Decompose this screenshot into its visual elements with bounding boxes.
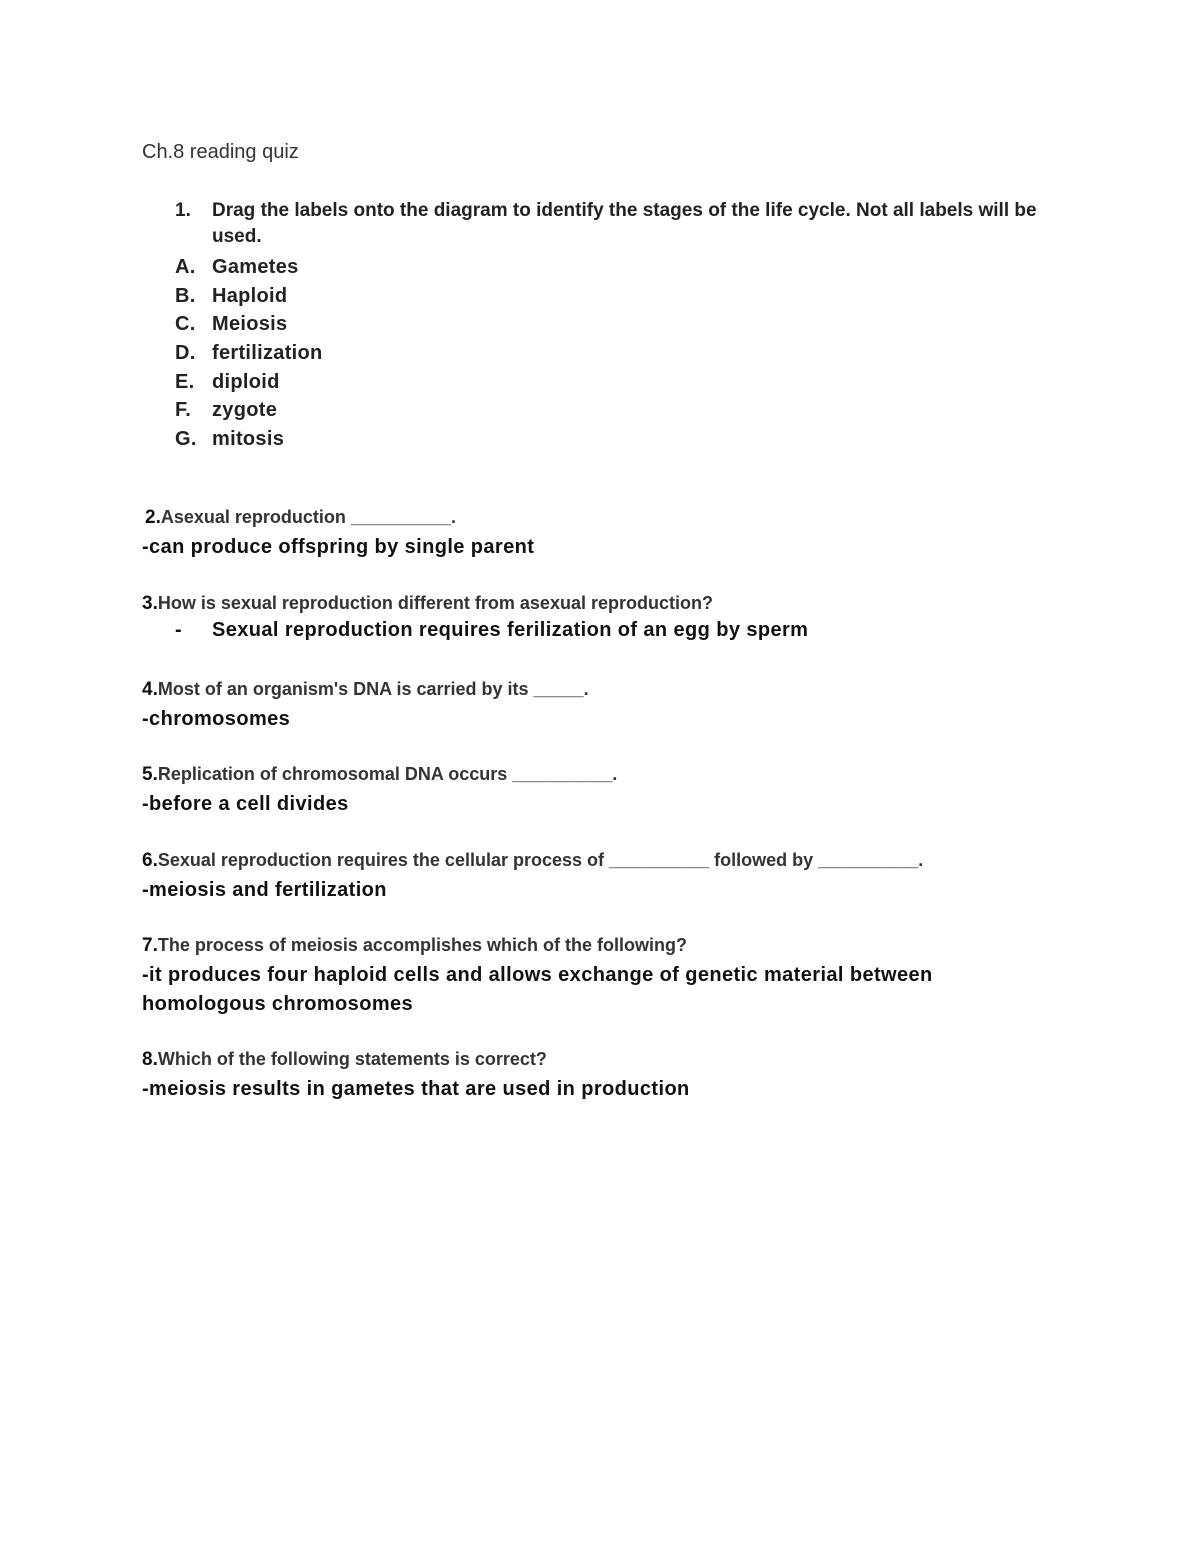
option-text: diploid <box>212 370 280 393</box>
option-letter: G. <box>175 428 197 451</box>
question-7 <box>142 935 982 1019</box>
option-letter: E. <box>175 370 195 393</box>
question-number: 5. <box>142 764 158 785</box>
question-number: 8. <box>142 1049 158 1070</box>
question-text: Asexual reproduction __________. <box>160 507 457 527</box>
question-text: The process of meiosis accomplishes which of the following? <box>157 935 687 955</box>
page-title: Ch.8 reading quiz <box>142 141 299 163</box>
option-item <box>175 339 1055 368</box>
question-prompt <box>142 850 1042 872</box>
option-text: mitosis <box>212 428 285 451</box>
question-text: Sexual reproduction requires the cellular process of __________ followed by __________. <box>157 850 924 870</box>
option-item <box>175 425 1055 454</box>
option-letter: B. <box>175 284 196 307</box>
option-letter: A. <box>175 256 196 278</box>
option-letter: C. <box>175 313 196 336</box>
question-5 <box>142 764 1042 819</box>
option-text: Haploid <box>212 284 288 307</box>
question-text: Which of the following statements is correct? <box>157 1049 547 1069</box>
question-number: 3. <box>142 593 158 614</box>
question-2 <box>142 507 1045 562</box>
question-1-prompt <box>175 198 1055 250</box>
option-text: zygote <box>212 399 278 422</box>
question-prompt <box>145 507 1045 529</box>
question-number: 6. <box>142 850 158 871</box>
question-text: Replication of chromosomal DNA occurs __________. <box>157 764 618 784</box>
question-1 <box>175 198 1055 454</box>
question-6 <box>142 850 1042 905</box>
option-letter: D. <box>175 342 196 365</box>
question-number: 4. <box>142 679 158 700</box>
question-text: Drag the labels onto the diagram to identify the stages of the life cycle. Not all labels will be used. <box>212 200 1037 247</box>
answer-bullet-row <box>142 619 1042 642</box>
option-item <box>175 282 1055 311</box>
option-text: fertilization <box>212 342 323 365</box>
question-4 <box>142 679 1042 734</box>
question-8 <box>142 1049 1042 1104</box>
option-letter: F. <box>175 399 192 422</box>
question-number: 2. <box>145 507 161 528</box>
question-prompt <box>142 764 1042 786</box>
option-list <box>175 253 1055 454</box>
answer-bullet: - <box>175 619 183 641</box>
question-number: 1. <box>175 200 191 221</box>
option-item <box>175 310 1055 339</box>
question-prompt <box>142 679 1042 701</box>
answer-text: Sexual reproduction requires ferilization of an egg by sperm <box>212 619 809 641</box>
option-item <box>175 368 1055 397</box>
answer-text: -can produce offspring by single parent <box>142 536 535 558</box>
option-text: Meiosis <box>212 313 288 336</box>
option-item <box>175 253 1055 282</box>
answer-text: -meiosis results in gametes that are used in production <box>142 1078 690 1100</box>
question-prompt <box>142 935 982 957</box>
question-text: How is sexual reproduction different from asexual reproduction? <box>157 593 713 613</box>
question-3 <box>142 593 1042 642</box>
answer-text: -before a cell divides <box>142 793 349 815</box>
answer-text: -chromosomes <box>142 708 291 730</box>
question-prompt <box>142 593 1042 615</box>
answer-text: -it produces four haploid cells and allows exchange of genetic material between homologous chromosomes <box>142 964 933 1015</box>
option-item <box>175 396 1055 425</box>
option-text: Gametes <box>212 256 299 278</box>
question-prompt <box>142 1049 1042 1071</box>
question-number: 7. <box>142 935 158 956</box>
question-text: Most of an organism's DNA is carried by its _____. <box>157 679 589 699</box>
answer-text: -meiosis and fertilization <box>142 879 387 901</box>
